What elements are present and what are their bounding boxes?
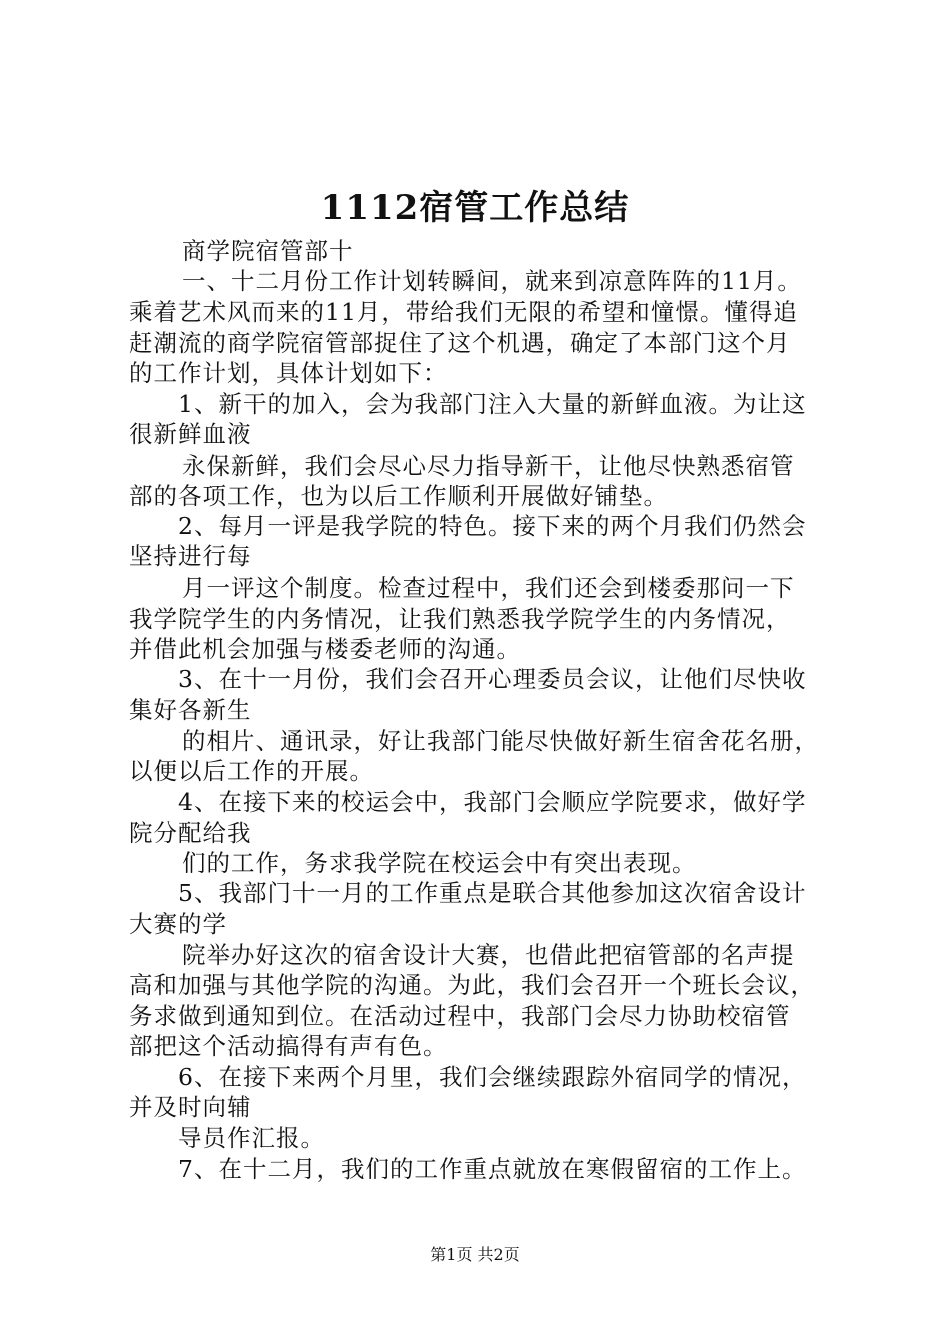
paragraph-line: 集好各新生 xyxy=(129,696,252,724)
paragraph-line: 们的工作，务求我学院在校运会中有突出表现。 xyxy=(182,849,697,877)
paragraph-line: 很新鲜血液 xyxy=(129,420,252,448)
paragraph-line: 院分配给我 xyxy=(129,819,252,847)
page-footer: 第1页 共2页 xyxy=(430,1245,520,1264)
paragraph-line: 我学院学生的内务情况，让我们熟悉我学院学生的内务情况， xyxy=(129,605,791,633)
paragraph-line: 6、在接下来两个月里，我们会继续跟踪外宿同学的情况， xyxy=(178,1063,807,1091)
document-title: 1112宿管工作总结 xyxy=(320,188,630,228)
paragraph-line: 大赛的学 xyxy=(129,910,227,938)
paragraph-line: 导员作汇报。 xyxy=(178,1124,325,1152)
paragraph-line: 2、每月一评是我学院的特色。接下来的两个月我们仍然会 xyxy=(178,512,807,540)
paragraph-line: 月一评这个制度。检查过程中，我们还会到楼委那问一下 xyxy=(182,574,795,602)
paragraph-line: 部的各项工作，也为以后工作顺利开展做好铺垫。 xyxy=(129,482,668,510)
paragraph-line: 赶潮流的商学院宿管部捉住了这个机遇，确定了本部门这个月 xyxy=(129,329,791,357)
paragraph-line: 并借此机会加强与楼委老师的沟通。 xyxy=(129,635,521,663)
paragraph-line: 以便以后工作的开展。 xyxy=(129,757,374,785)
paragraph-line: 院举办好这次的宿舍设计大赛，也借此把宿管部的名声提 xyxy=(182,941,795,969)
paragraph-line: 一、十二月份工作计划转瞬间，就来到凉意阵阵的11月。 xyxy=(182,267,802,295)
paragraph-line: 并及时向辅 xyxy=(129,1093,252,1121)
paragraph-line: 4、在接下来的校运会中，我部门会顺应学院要求，做好学 xyxy=(178,788,807,816)
paragraph-line: 7、在十二月，我们的工作重点就放在寒假留宿的工作上。 xyxy=(178,1155,807,1183)
paragraph-line: 永保新鲜，我们会尽心尽力指导新干，让他尽快熟悉宿管 xyxy=(182,452,795,480)
paragraph-line: 5、我部门十一月的工作重点是联合其他参加这次宿舍设计 xyxy=(178,879,807,907)
paragraph-line: 的工作计划，具体计划如下： xyxy=(129,359,448,387)
paragraph-line: 3、在十一月份，我们会召开心理委员会议，让他们尽快收 xyxy=(178,665,807,693)
paragraph-line: 商学院宿管部十 xyxy=(182,237,354,265)
paragraph-line: 高和加强与其他学院的沟通。为此，我们会召开一个班长会议， xyxy=(129,971,815,999)
paragraph-line: 部把这个活动搞得有声有色。 xyxy=(129,1032,448,1060)
paragraph-line: 坚持进行每 xyxy=(129,542,252,570)
paragraph-line: 务求做到通知到位。在活动过程中，我部门会尽力协助校宿管 xyxy=(129,1002,791,1030)
paragraph-line: 的相片、通讯录，好让我部门能尽快做好新生宿舍花名册， xyxy=(182,727,819,755)
paragraph-line: 1、新干的加入，会为我部门注入大量的新鲜血液。为让这 xyxy=(178,390,807,418)
paragraph-line: 乘着艺术风而来的11月，带给我们无限的希望和憧憬。懂得追 xyxy=(129,298,798,326)
